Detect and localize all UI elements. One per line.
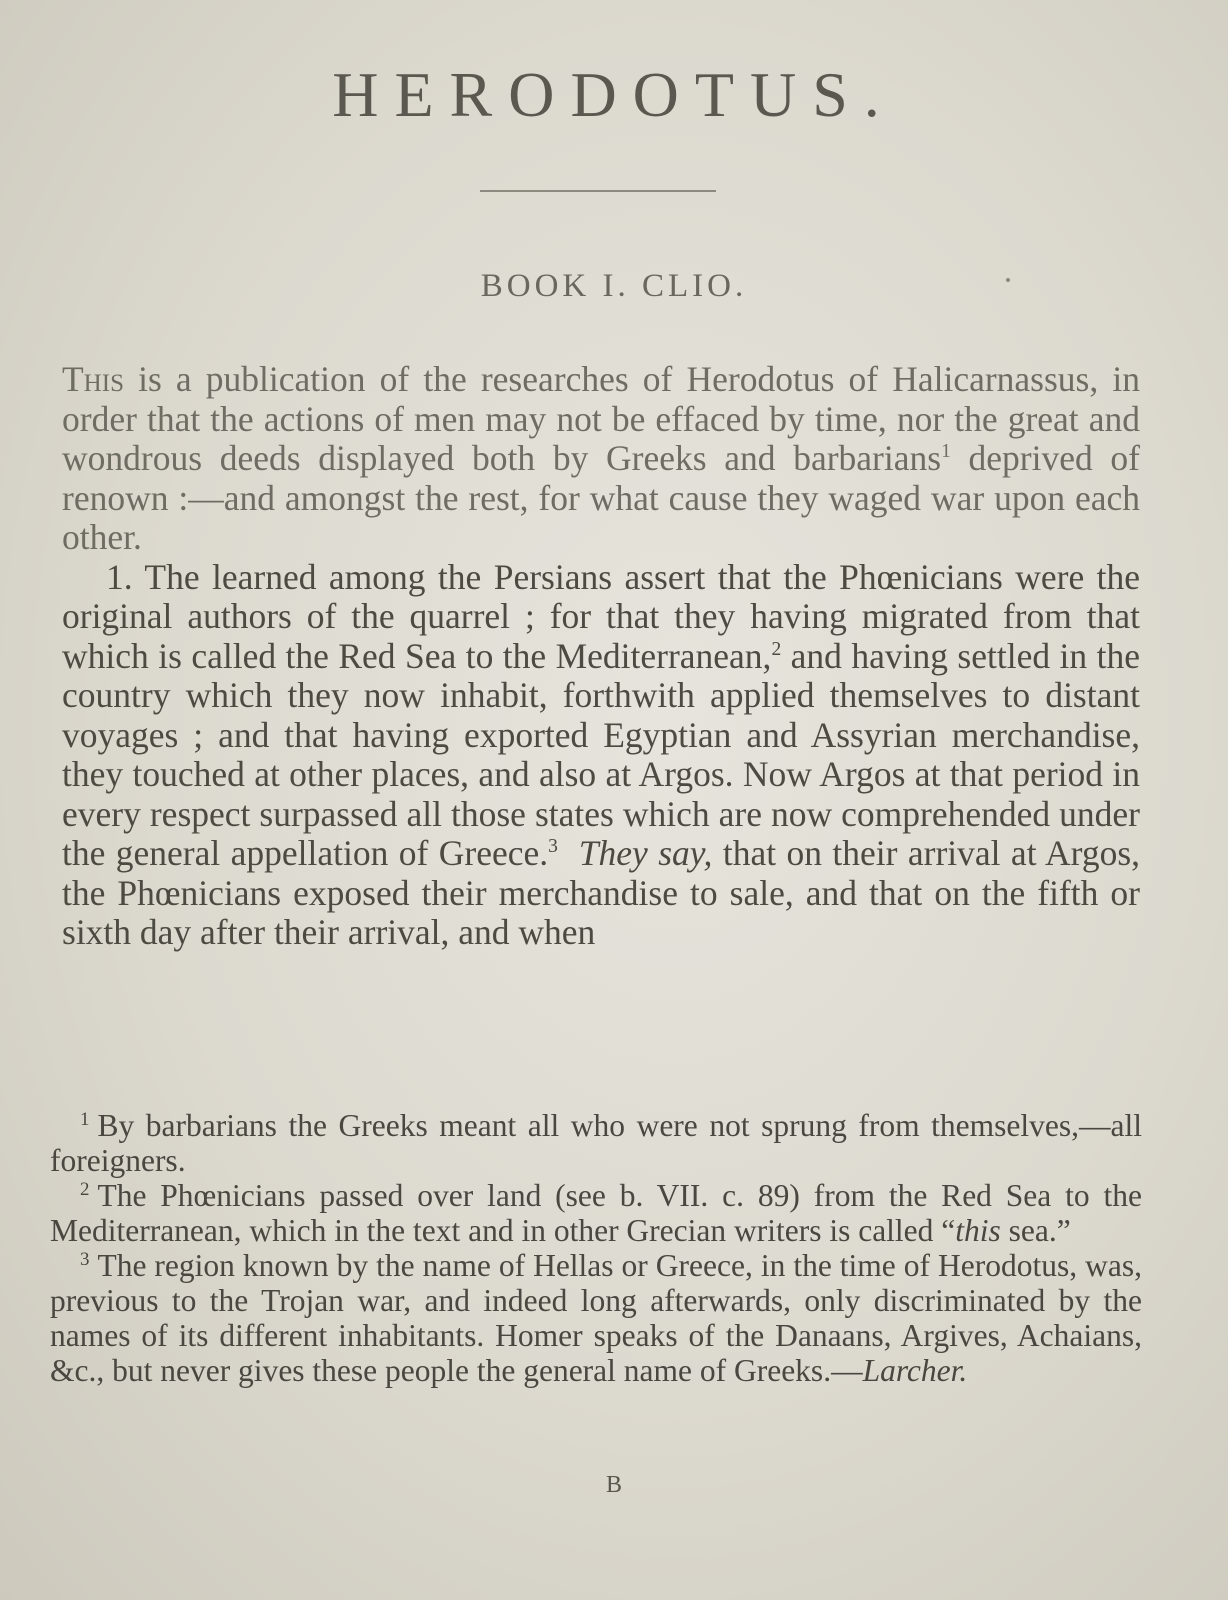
signature-mark: B — [605, 1472, 622, 1498]
footnote-2-text-a: The Phœnicians passed over land (see b. VII. c. 89) from the Red Sea to the Mediterranean, which in the text and in other Grecian writers is called “ — [50, 1178, 1142, 1248]
main-text — [62, 360, 1140, 953]
footnote-ref-1: 1 — [941, 441, 951, 463]
footnote-1-mark: 1 — [80, 1108, 90, 1130]
footnote-ref-2: 2 — [771, 638, 782, 660]
intro-paragraph — [62, 360, 1140, 558]
footnote-2-text-b: sea.” — [1000, 1213, 1071, 1248]
intro-drop-word: This — [62, 359, 124, 399]
footnotes — [50, 1108, 1142, 1388]
book-heading: BOOK I. CLIO. — [480, 268, 748, 304]
title-rule — [480, 190, 716, 192]
footnote-3-text-a: The region known by the name of Hellas or Greece, in the time of Herodotus, was, previous to the Trojan war, and indeed long afterwards, only discriminated by the names of its different inhabitants. Homer speaks of the Danaans, Argives, Achaians, &c., but never gives these people the general name of Greeks.— — [50, 1248, 1142, 1388]
footnote-1-text: By barbarians the Greeks meant all who were not sprung from themselves,—all foreigners. — [50, 1108, 1142, 1178]
page-title: HERODOTUS. — [332, 59, 896, 130]
section-1-paragraph — [62, 558, 1140, 953]
footnote-3-mark: 3 — [80, 1248, 90, 1270]
footnote-2-italic: this — [955, 1213, 1001, 1248]
section-1-text-b: and having settled in the country which they now inhabit, forthwith applied themselves to distant voyages ; and that having exported Egyptian and Assyrian merchandise, they touched at other places, and also at Argos. Now Argos at that period in every respect surpassed all those states which are now comprehended under the general appellation of Greece. — [62, 635, 1140, 873]
section-1-text-a: 1. The learned among the Persians assert that the Phœnicians were the original authors of the quarrel ; for that they having migrated from that which is called the Red Sea to the Mediterranean, — [62, 556, 1140, 676]
footnote-1 — [50, 1108, 1142, 1178]
section-1-italic: They say, — [578, 833, 713, 873]
intro-text-b: deprived of renown :—and amongst the rest, for what cause they waged war upon each other. — [62, 438, 1140, 557]
ink-speck — [1006, 278, 1010, 282]
section-1-text-c: that on their arrival at Argos, the Phœnicians exposed their merchandise to sale, and that on the fifth or sixth day after their arrival, and when — [62, 833, 1141, 952]
footnote-2 — [50, 1178, 1142, 1248]
footnote-ref-3: 3 — [548, 836, 558, 858]
footnote-2-mark: 2 — [80, 1178, 90, 1200]
footnote-3-italic: Larcher. — [862, 1353, 968, 1388]
intro-text-a: is a publication of the researches of Herodotus of Halicarnassus, in order that the actions of men may not be effaced by time, nor the great and wondrous deeds displayed both by Greeks and barbarians — [62, 359, 1140, 478]
footnote-3 — [50, 1248, 1142, 1388]
